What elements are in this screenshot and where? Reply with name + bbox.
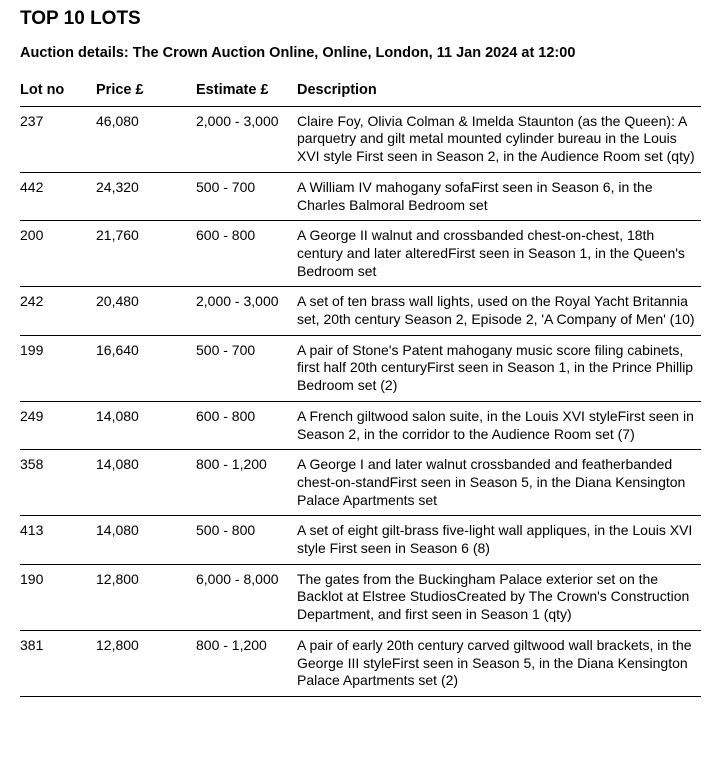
cell-price: 46,080 — [96, 106, 196, 172]
cell-lot-no: 199 — [20, 335, 96, 401]
table-row — [20, 450, 701, 516]
cell-price: 14,080 — [96, 516, 196, 564]
cell-price: 21,760 — [96, 221, 196, 287]
table-row — [20, 335, 701, 401]
cell-description: A set of eight gilt-brass five-light wall appliques, in the Louis XVI style First seen in Season 6 (8) — [297, 516, 701, 564]
header-price: Price £ — [96, 76, 196, 106]
table-row — [20, 630, 701, 696]
cell-price: 12,800 — [96, 564, 196, 630]
header-estimate: Estimate £ — [196, 76, 297, 106]
cell-description: Claire Foy, Olivia Colman & Imelda Staunton (as the Queen): A parquetry and gilt metal mounted cylinder bureau in the Louis XVI style First seen in Season 2, in the Audience Room set (qty) — [297, 106, 701, 172]
cell-description: A George I and later walnut crossbanded and featherbanded chest-on-standFirst seen in Season 5, in the Diana Kensington Palace Apartments set — [297, 450, 701, 516]
table-row — [20, 287, 701, 335]
cell-lot-no: 249 — [20, 401, 96, 449]
cell-price: 14,080 — [96, 401, 196, 449]
table-row — [20, 516, 701, 564]
cell-description: A pair of early 20th century carved giltwood wall brackets, in the George III styleFirst seen in Season 5, in the Diana Kensington Palace Apartments set (2) — [297, 630, 701, 696]
cell-description: A George II walnut and crossbanded chest-on-chest, 18th century and later alteredFirst seen in Season 1, in the Queen's Bedroom set — [297, 221, 701, 287]
table-row — [20, 401, 701, 449]
cell-estimate: 2,000 - 3,000 — [196, 106, 297, 172]
cell-lot-no: 200 — [20, 221, 96, 287]
cell-lot-no: 190 — [20, 564, 96, 630]
cell-price: 24,320 — [96, 172, 196, 220]
cell-price: 14,080 — [96, 450, 196, 516]
cell-description: A French giltwood salon suite, in the Louis XVI styleFirst seen in Season 2, in the corridor to the Audience Room set (7) — [297, 401, 701, 449]
cell-estimate: 2,000 - 3,000 — [196, 287, 297, 335]
header-description: Description — [297, 76, 701, 106]
auction-details: Auction details: The Crown Auction Online, Online, London, 11 Jan 2024 at 12:00 — [20, 45, 576, 61]
cell-lot-no: 242 — [20, 287, 96, 335]
table-row — [20, 106, 701, 172]
table-header-row — [20, 76, 701, 106]
table-row — [20, 564, 701, 630]
table-row — [20, 172, 701, 220]
header-lot-no: Lot no — [20, 76, 96, 106]
cell-estimate: 500 - 800 — [196, 516, 297, 564]
table-row — [20, 221, 701, 287]
cell-lot-no: 237 — [20, 106, 96, 172]
cell-lot-no: 413 — [20, 516, 96, 564]
page-title: TOP 10 LOTS — [20, 8, 141, 29]
cell-lot-no: 442 — [20, 172, 96, 220]
cell-lot-no: 381 — [20, 630, 96, 696]
lots-table — [20, 76, 701, 697]
cell-estimate: 500 - 700 — [196, 335, 297, 401]
cell-description: A set of ten brass wall lights, used on the Royal Yacht Britannia set, 20th century Season 2, Episode 2, 'A Company of Men' (10) — [297, 287, 701, 335]
cell-estimate: 800 - 1,200 — [196, 450, 297, 516]
cell-lot-no: 358 — [20, 450, 96, 516]
cell-price: 20,480 — [96, 287, 196, 335]
cell-estimate: 600 - 800 — [196, 401, 297, 449]
cell-estimate: 600 - 800 — [196, 221, 297, 287]
cell-price: 12,800 — [96, 630, 196, 696]
cell-estimate: 500 - 700 — [196, 172, 297, 220]
cell-price: 16,640 — [96, 335, 196, 401]
cell-description: The gates from the Buckingham Palace exterior set on the Backlot at Elstree StudiosCreated by The Crown's Construction Department, and first seen in Season 1 (qty) — [297, 564, 701, 630]
cell-description: A William IV mahogany sofaFirst seen in Season 6, in the Charles Balmoral Bedroom set — [297, 172, 701, 220]
cell-estimate: 800 - 1,200 — [196, 630, 297, 696]
cell-description: A pair of Stone's Patent mahogany music score filing cabinets, first half 20th centuryFirst seen in Season 1, in the Prince Phillip Bedroom set (2) — [297, 335, 701, 401]
cell-estimate: 6,000 - 8,000 — [196, 564, 297, 630]
